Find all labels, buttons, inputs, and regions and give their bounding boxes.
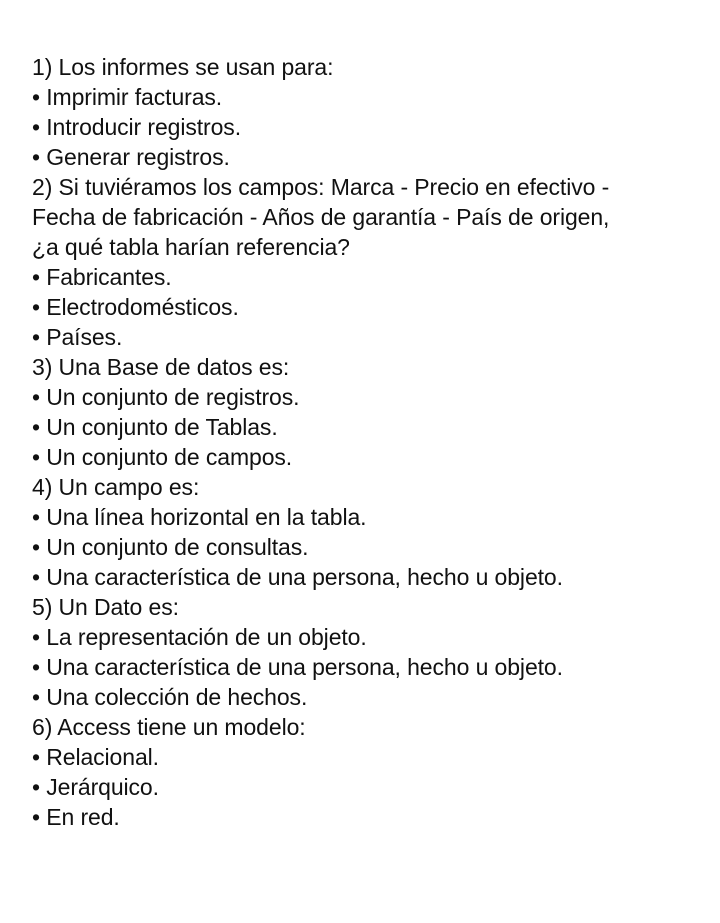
question-5-text: 5) Un Dato es: — [32, 594, 179, 620]
question-2-text-line-1: 2) Si tuviéramos los campos: Marca - Precio en efectivo - — [32, 174, 610, 200]
question-1-option-1: • Imprimir facturas. — [32, 84, 223, 110]
question-3-option-3: • Un conjunto de campos. — [32, 444, 293, 470]
question-2-option-1: • Fabricantes. — [32, 264, 172, 290]
question-6-option-3: • En red. — [32, 804, 120, 830]
question-4-text: 4) Un campo es: — [32, 474, 200, 500]
question-3-option-1: • Un conjunto de registros. — [32, 384, 300, 410]
question-4-option-1: • Una línea horizontal en la tabla. — [32, 504, 367, 530]
question-1-option-2: • Introducir registros. — [32, 114, 241, 140]
question-2-option-2: • Electrodomésticos. — [32, 294, 239, 320]
question-2-text-line-2: Fecha de fabricación - Años de garantía - País de origen, — [32, 204, 610, 230]
question-1-text: 1) Los informes se usan para: — [32, 54, 334, 80]
question-2-option-3: • Países. — [32, 324, 123, 350]
question-3-option-2: • Un conjunto de Tablas. — [32, 414, 278, 440]
question-5-option-2: • Una característica de una persona, hecho u objeto. — [32, 654, 563, 680]
question-5-option-1: • La representación de un objeto. — [32, 624, 367, 650]
question-6-option-2: • Jerárquico. — [32, 774, 159, 800]
question-5-option-3: • Una colección de hechos. — [32, 684, 308, 710]
question-3-text: 3) Una Base de datos es: — [32, 354, 290, 380]
question-6-text: 6) Access tiene un modelo: — [32, 714, 306, 740]
question-4-option-3: • Una característica de una persona, hecho u objeto. — [32, 564, 563, 590]
question-6-option-1: • Relacional. — [32, 744, 159, 770]
question-2-text-line-3: ¿a qué tabla harían referencia? — [32, 234, 350, 260]
question-4-option-2: • Un conjunto de consultas. — [32, 534, 309, 560]
quiz-document — [32, 52, 702, 832]
question-1-option-3: • Generar registros. — [32, 144, 230, 170]
